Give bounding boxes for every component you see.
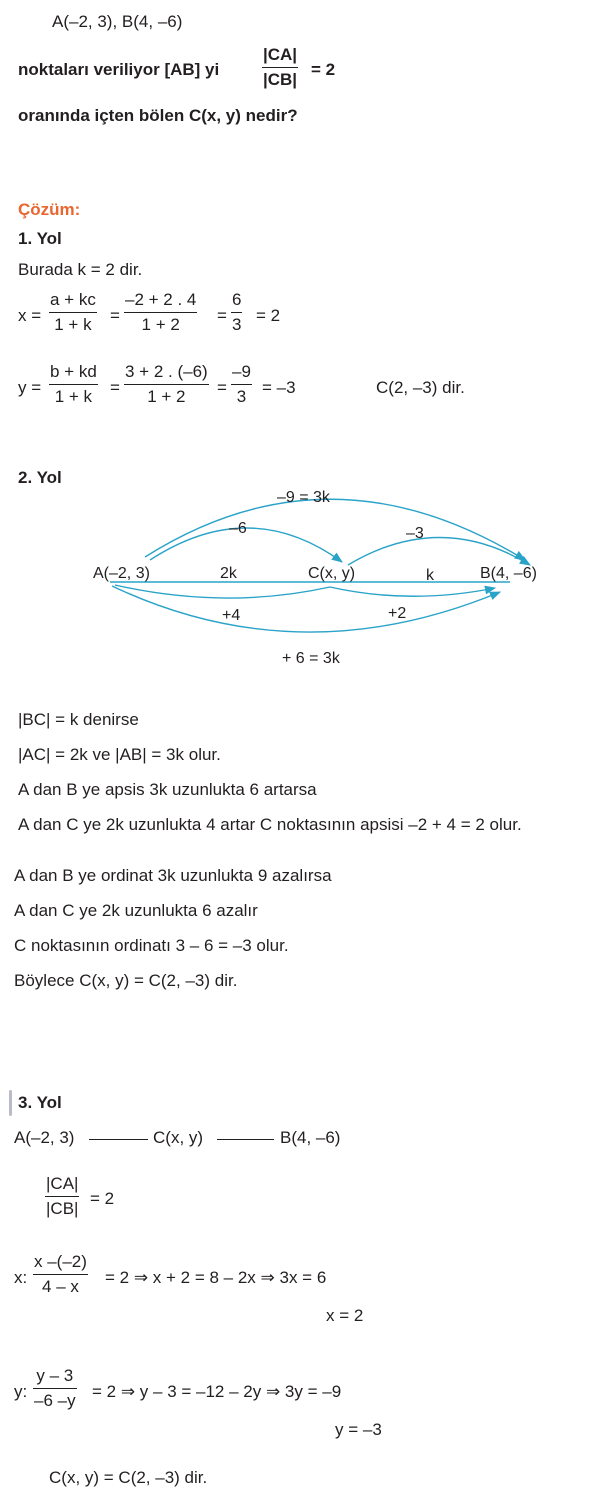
m3-seg-b: B(4, –6) [280,1128,341,1147]
diagram-point-a: A(–2, 3) [93,565,150,582]
fraction-bar [49,312,97,313]
fraction-bar [124,384,209,385]
diagram-bottom-cb: +2 [388,605,407,622]
m1-y-frac2 [124,362,209,407]
m2-line-8: Böylece C(x, y) = C(2, –3) dir. [14,971,238,990]
diagram-point-b: B(4, –6) [480,565,537,582]
m3-ratio-value: = 2 [90,1189,115,1208]
arc-a-to-b-top [145,499,525,560]
m2-line-1: |BC| = k denirse [18,710,139,729]
m3-segment-cb [217,1139,274,1140]
m1-x-frac2 [124,290,197,335]
m3-seg-a: A(–2, 3) [14,1128,75,1147]
fraction-bar [262,67,298,68]
m3-x-frac [33,1252,88,1297]
frac-numerator: a + kc [50,290,96,309]
m3-ratio [45,1174,79,1219]
fraction-bar [49,384,98,385]
m3-y-equation: = 2 ⇒ y – 3 = –12 – 2y ⇒ 3y = –9 [92,1382,342,1401]
m1-x-eq2: = [217,306,227,325]
diagram-seg-cb: k [426,567,434,584]
m2-line-7: C noktasının ordinatı 3 – 6 = –3 olur. [14,936,289,955]
m3-seg-c: C(x, y) [153,1128,204,1147]
m2-line-3: A dan B ye apsis 3k uzunlukta 6 artarsa [18,780,317,799]
method1-intro: Burada k = 2 dir. [18,260,143,279]
m1-x-frac1 [49,290,97,335]
m2-line-5: A dan B ye ordinat 3k uzunlukta 9 azalırsa [14,866,332,885]
frac-denominator: 3 [232,315,242,334]
frac-numerator: 6 [232,290,242,309]
problem-ratio [262,45,298,90]
diagram-top-outer: –9 = 3k [277,489,330,506]
arc-c-to-b-bottom [330,587,495,596]
m1-x-result: = 2 [256,306,281,325]
frac-denominator: –6 –y [34,1391,76,1410]
m1-y-frac1 [49,362,98,407]
problem-points: A(–2, 3), B(4, –6) [52,12,183,31]
m3-final: C(x, y) = C(2, –3) dir. [49,1468,208,1487]
diagram-point-c: C(x, y) [308,565,356,582]
m2-line-6: A dan C ye 2k uzunlukta 6 azalır [14,901,258,920]
m1-y-eq1: = [110,378,120,397]
m3-x-equation: = 2 ⇒ x + 2 = 8 – 2x ⇒ 3x = 6 [105,1268,327,1287]
method2-title: 2. Yol [18,468,62,487]
frac-denominator: 1 + k [54,387,93,406]
ratio-denominator: |CB| [263,70,298,89]
m3-y-result: y = –3 [335,1420,382,1439]
fraction-bar [124,312,197,313]
m1-y-eq2: = [217,378,227,397]
diagram-top-cb: –3 [406,525,424,542]
m3-y-frac [33,1366,77,1411]
m2-line-4: A dan C ye 2k uzunlukta 4 artar C noktasının apsisi –2 + 4 = 2 olur. [18,815,522,834]
m2-line-2: |AC| = 2k ve |AB| = 3k olur. [18,745,221,764]
diagram-bottom-ac: +4 [222,607,241,624]
frac-numerator: 3 + 2 . (–6) [125,362,208,381]
method3-title: 3. Yol [18,1093,62,1112]
m1-y-frac3 [231,362,252,407]
fraction-bar [231,312,242,313]
m3-y-label: y: [14,1382,28,1401]
diagram-bottom-outer: + 6 = 3k [282,650,340,667]
m1-x-frac3 [231,290,242,335]
ratio-numerator: |CA| [46,1174,79,1193]
fraction-bar [45,1196,79,1197]
m1-y-lhs: y = [18,378,42,397]
m3-segment-ac [89,1139,148,1140]
fraction-bar [231,384,252,385]
frac-numerator: –2 + 2 . 4 [125,290,197,309]
frac-denominator: 1 + k [54,315,92,334]
problem-ratio-value: = 2 [311,60,336,79]
m1-y-result: = –3 [262,378,296,397]
m1-x-lhs: x = [18,306,42,325]
margin-marker [9,1090,12,1116]
frac-numerator: y – 3 [36,1366,74,1385]
frac-denominator: 4 – x [42,1277,79,1296]
problem-line1: noktaları veriliyor [AB] yi [18,60,220,79]
frac-numerator: x –(–2) [34,1252,87,1271]
frac-denominator: 1 + 2 [141,315,180,334]
solution-header: Çözüm: [18,200,81,219]
problem-line2: oranında içten bölen C(x, y) nedir? [18,106,298,125]
method1-title: 1. Yol [18,229,62,248]
arc-a-to-c-bottom [115,585,330,598]
m1-x-eq1: = [110,306,120,325]
ratio-denominator: |CB| [46,1199,79,1218]
arc-c-to-b-top [348,538,530,566]
diagram-seg-ac: 2k [220,565,237,582]
arc-a-to-b-bottom [112,586,500,632]
ratio-numerator: |CA| [263,45,298,64]
diagram-top-ac: –6 [229,520,247,537]
fraction-bar [33,1274,88,1275]
m3-x-result: x = 2 [326,1306,364,1325]
m1-conclusion: C(2, –3) dir. [376,378,465,397]
frac-numerator: –9 [232,362,251,381]
frac-numerator: b + kd [50,362,97,381]
frac-denominator: 3 [236,387,247,406]
fraction-bar [33,1388,77,1389]
m3-x-label: x: [14,1268,28,1287]
frac-denominator: 1 + 2 [147,387,186,406]
ratio-diagram [0,470,615,670]
